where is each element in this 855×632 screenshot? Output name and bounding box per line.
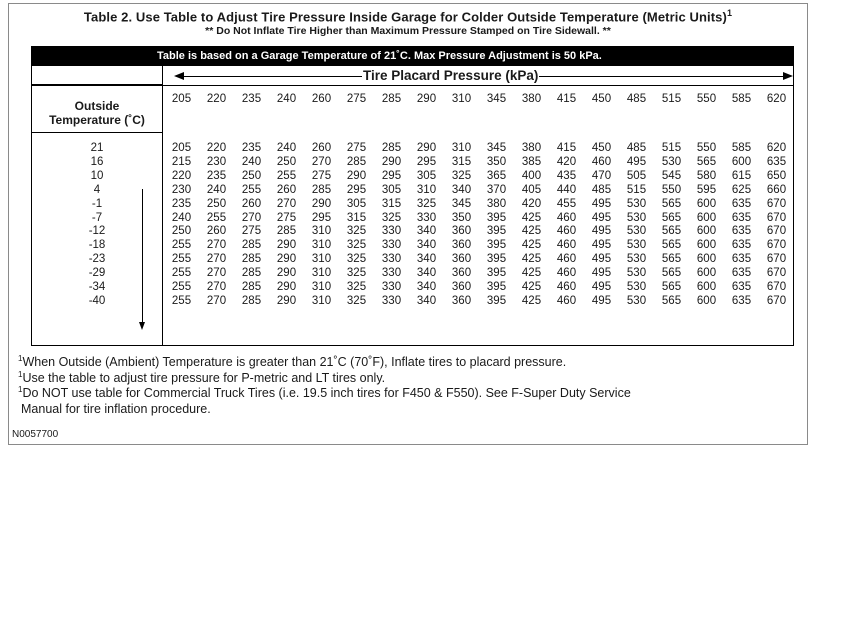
placard-pressure-cell: 275 bbox=[346, 93, 367, 105]
placard-pressure-cell: 260 bbox=[311, 93, 332, 105]
pressure-cell: 270 bbox=[241, 211, 262, 224]
pressure-cell: 530 bbox=[626, 239, 647, 252]
pressure-cell: 285 bbox=[241, 239, 262, 252]
pressure-cell: 350 bbox=[451, 211, 472, 224]
pressure-cell: 460 bbox=[591, 155, 612, 168]
pressure-cell: 250 bbox=[206, 197, 227, 210]
table-row bbox=[164, 267, 794, 280]
pressure-cell: 515 bbox=[661, 142, 682, 154]
pressure-cell: 460 bbox=[556, 281, 577, 293]
pressure-cell: 635 bbox=[731, 211, 752, 224]
pressure-cell: 260 bbox=[311, 142, 332, 154]
pressure-cell: 485 bbox=[626, 142, 647, 154]
pressure-cell: 670 bbox=[766, 253, 787, 266]
pressure-table bbox=[31, 46, 794, 346]
placard-pressure-cell: 415 bbox=[556, 93, 577, 105]
pressure-cell: 330 bbox=[381, 267, 402, 280]
pressure-cell: 370 bbox=[486, 183, 507, 196]
pressure-cell: 565 bbox=[661, 239, 682, 252]
temperature-cell: 4 bbox=[93, 183, 101, 196]
pressure-cell: 460 bbox=[556, 211, 577, 224]
pressure-cell: 285 bbox=[276, 225, 297, 238]
placard-pressure-cell: 620 bbox=[766, 93, 787, 105]
placard-pressure-cell: 290 bbox=[416, 93, 437, 105]
pressure-cell: 435 bbox=[556, 169, 577, 182]
pressure-cell: 250 bbox=[276, 155, 297, 168]
pressure-cell: 600 bbox=[696, 281, 717, 293]
pressure-cell: 670 bbox=[766, 239, 787, 252]
pressure-cell: 240 bbox=[241, 155, 262, 168]
pressure-cell: 360 bbox=[451, 267, 472, 280]
pressure-cell: 425 bbox=[521, 294, 542, 307]
pressure-cell: 255 bbox=[171, 239, 192, 252]
pressure-cell: 345 bbox=[486, 142, 507, 154]
pressure-cell: 495 bbox=[626, 155, 647, 168]
pressure-cell: 530 bbox=[626, 281, 647, 293]
pressure-cell: 275 bbox=[276, 211, 297, 224]
pressure-cell: 565 bbox=[696, 155, 717, 168]
pressure-cell: 495 bbox=[591, 197, 612, 210]
temperature-cell: -34 bbox=[88, 281, 106, 293]
pressure-cell: 325 bbox=[416, 197, 437, 210]
pressure-cell: 270 bbox=[206, 267, 227, 280]
pressure-cell: 635 bbox=[731, 281, 752, 293]
pressure-cell: 255 bbox=[276, 169, 297, 182]
placard-pressure-label: Tire Placard Pressure (kPa) bbox=[363, 68, 539, 83]
pressure-cell: 315 bbox=[451, 155, 472, 168]
pressure-cell: 635 bbox=[731, 294, 752, 307]
table-row bbox=[164, 212, 794, 225]
pressure-cell: 340 bbox=[416, 294, 437, 307]
pressure-cell: 600 bbox=[696, 197, 717, 210]
column-divider bbox=[162, 66, 163, 345]
pressure-cell: 235 bbox=[206, 169, 227, 182]
table-row bbox=[164, 170, 794, 183]
pressure-cell: 340 bbox=[416, 239, 437, 252]
pressure-cell: 350 bbox=[486, 155, 507, 168]
table-title: Table 2. Use Table to Adjust Tire Pressure Inside Garage for Colder Outside Temperature (Metric Units)$^1$ bbox=[83, 8, 733, 25]
pressure-cell: 250 bbox=[171, 225, 192, 238]
pressure-cell: 275 bbox=[241, 225, 262, 238]
pressure-cell: 325 bbox=[346, 239, 367, 252]
arrow-right-icon bbox=[783, 72, 793, 80]
temperature-cell: -29 bbox=[88, 267, 106, 280]
placard-pressure-cell: 550 bbox=[696, 93, 717, 105]
pressure-cell: 565 bbox=[661, 211, 682, 224]
outside-temperature-label: Outside Temperature (˚C) bbox=[49, 99, 145, 127]
table-row bbox=[164, 281, 794, 294]
table-banner: Table is based on a Garage Temperature of 21˚C. Max Pressure Adjustment is 50 kPa. bbox=[32, 47, 793, 66]
pressure-cell: 495 bbox=[591, 253, 612, 266]
placard-pressure-cell: 285 bbox=[381, 93, 402, 105]
pressure-cell: 235 bbox=[241, 142, 262, 154]
pressure-cell: 495 bbox=[591, 281, 612, 293]
placard-pressure-cell: 585 bbox=[731, 93, 752, 105]
pressure-cell: 495 bbox=[591, 267, 612, 280]
pressure-cell: 670 bbox=[766, 197, 787, 210]
footnotes bbox=[18, 355, 798, 417]
arrow-left-icon bbox=[174, 72, 184, 80]
pressure-cell: 290 bbox=[276, 294, 297, 307]
pressure-cell: 325 bbox=[381, 211, 402, 224]
pressure-cell: 360 bbox=[451, 294, 472, 307]
pressure-cell: 395 bbox=[486, 253, 507, 266]
pressure-cell: 270 bbox=[276, 197, 297, 210]
pressure-cell: 485 bbox=[591, 183, 612, 196]
pressure-cell: 310 bbox=[311, 267, 332, 280]
pressure-cell: 290 bbox=[276, 281, 297, 293]
placard-pressure-cell: 450 bbox=[591, 93, 612, 105]
pressure-cell: 295 bbox=[346, 183, 367, 196]
pressure-cell: 635 bbox=[731, 225, 752, 238]
pressure-cell: 530 bbox=[626, 253, 647, 266]
pressure-cell: 530 bbox=[661, 155, 682, 168]
pressure-cell: 360 bbox=[451, 253, 472, 266]
pressure-cell: 600 bbox=[696, 267, 717, 280]
pressure-cell: 460 bbox=[556, 225, 577, 238]
pressure-cell: 545 bbox=[661, 169, 682, 182]
placard-pressure-cell: 345 bbox=[486, 93, 507, 105]
header-divider bbox=[32, 85, 793, 86]
pressure-cell: 345 bbox=[451, 197, 472, 210]
pressure-cell: 270 bbox=[206, 239, 227, 252]
pressure-cell: 240 bbox=[171, 211, 192, 224]
pressure-cell: 290 bbox=[276, 239, 297, 252]
pressure-cell: 260 bbox=[206, 225, 227, 238]
pressure-cell: 270 bbox=[206, 281, 227, 293]
temperature-cell: -40 bbox=[88, 294, 106, 307]
pressure-cell: 285 bbox=[346, 155, 367, 168]
pressure-cell: 395 bbox=[486, 267, 507, 280]
pressure-cell: 455 bbox=[556, 197, 577, 210]
pressure-cell: 290 bbox=[276, 267, 297, 280]
pressure-cell: 340 bbox=[451, 183, 472, 196]
footnote: $^1$When Outside (Ambient) Temperature is greater than 21˚C (70˚F), Inflate tires to placard pressure. bbox=[18, 354, 567, 369]
pressure-cell: 330 bbox=[381, 253, 402, 266]
pressure-cell: 380 bbox=[486, 197, 507, 210]
pressure-cell: 425 bbox=[521, 267, 542, 280]
pressure-cell: 395 bbox=[486, 281, 507, 293]
pressure-cell: 250 bbox=[241, 169, 262, 182]
pressure-cell: 460 bbox=[556, 267, 577, 280]
pressure-cell: 310 bbox=[311, 239, 332, 252]
pressure-cell: 395 bbox=[486, 239, 507, 252]
pressure-cell: 310 bbox=[311, 253, 332, 266]
pressure-cell: 220 bbox=[206, 142, 227, 154]
pressure-cell: 395 bbox=[486, 225, 507, 238]
pressure-cell: 310 bbox=[451, 142, 472, 154]
pressure-cell: 515 bbox=[626, 183, 647, 196]
pressure-cell: 660 bbox=[766, 183, 787, 196]
pressure-cell: 330 bbox=[381, 225, 402, 238]
pressure-cell: 415 bbox=[556, 142, 577, 154]
pressure-cell: 600 bbox=[696, 253, 717, 266]
pressure-cell: 270 bbox=[311, 155, 332, 168]
pressure-cell: 330 bbox=[381, 281, 402, 293]
table-subtitle: ** Do Not Inflate Tire Higher than Maximum Pressure Stamped on Tire Sidewall. ** bbox=[205, 25, 611, 37]
pressure-cell: 600 bbox=[696, 239, 717, 252]
pressure-cell: 330 bbox=[381, 239, 402, 252]
pressure-cell: 305 bbox=[346, 197, 367, 210]
arrow-down-icon bbox=[139, 322, 145, 330]
pressure-cell: 625 bbox=[731, 183, 752, 196]
temperature-cell: -18 bbox=[88, 239, 106, 252]
pressure-cell: 255 bbox=[241, 183, 262, 196]
pressure-cell: 580 bbox=[696, 169, 717, 182]
table-row bbox=[164, 253, 794, 266]
pressure-cell: 635 bbox=[731, 197, 752, 210]
temperature-cell: -12 bbox=[88, 225, 106, 238]
pressure-cell: 255 bbox=[171, 294, 192, 307]
table-row bbox=[164, 156, 794, 169]
footnote-continuation: Manual for tire inflation procedure. bbox=[21, 401, 211, 416]
pressure-cell: 565 bbox=[661, 294, 682, 307]
pressure-cell: 600 bbox=[696, 294, 717, 307]
pressure-cell: 565 bbox=[661, 281, 682, 293]
temperature-cell: 21 bbox=[90, 142, 104, 154]
pressure-cell: 425 bbox=[521, 239, 542, 252]
pressure-cell: 310 bbox=[311, 294, 332, 307]
pressure-cell: 565 bbox=[661, 197, 682, 210]
pressure-cell: 270 bbox=[206, 253, 227, 266]
pressure-cell: 365 bbox=[486, 169, 507, 182]
header-corner-cell bbox=[32, 66, 162, 85]
temperature-header-divider bbox=[32, 132, 162, 133]
pressure-cell: 290 bbox=[381, 155, 402, 168]
placard-pressure-cell: 235 bbox=[241, 93, 262, 105]
pressure-cell: 380 bbox=[521, 142, 542, 154]
pressure-cell: 620 bbox=[766, 142, 787, 154]
pressure-cell: 220 bbox=[171, 169, 192, 182]
pressure-cell: 295 bbox=[311, 211, 332, 224]
pressure-cell: 495 bbox=[591, 294, 612, 307]
placard-pressure-row bbox=[164, 93, 794, 106]
pressure-cell: 670 bbox=[766, 267, 787, 280]
pressure-cell: 460 bbox=[556, 253, 577, 266]
pressure-cell: 585 bbox=[731, 142, 752, 154]
pressure-cell: 315 bbox=[381, 197, 402, 210]
pressure-cell: 325 bbox=[346, 253, 367, 266]
pressure-cell: 205 bbox=[171, 142, 192, 154]
pressure-cell: 670 bbox=[766, 211, 787, 224]
placard-pressure-cell: 380 bbox=[521, 93, 542, 105]
pressure-cell: 495 bbox=[591, 239, 612, 252]
pressure-cell: 600 bbox=[731, 155, 752, 168]
pressure-cell: 405 bbox=[521, 183, 542, 196]
pressure-cell: 255 bbox=[171, 267, 192, 280]
pressure-cell: 635 bbox=[766, 155, 787, 168]
pressure-cell: 505 bbox=[626, 169, 647, 182]
pressure-cell: 255 bbox=[171, 281, 192, 293]
pressure-cell: 215 bbox=[171, 155, 192, 168]
pressure-cell: 305 bbox=[381, 183, 402, 196]
pressure-cell: 310 bbox=[416, 183, 437, 196]
placard-pressure-cell: 205 bbox=[171, 93, 192, 105]
pressure-cell: 295 bbox=[381, 169, 402, 182]
pressure-cell: 400 bbox=[521, 169, 542, 182]
pressure-cell: 340 bbox=[416, 267, 437, 280]
pressure-cell: 340 bbox=[416, 225, 437, 238]
figure-code: N0057700 bbox=[12, 429, 59, 440]
placard-pressure-cell: 310 bbox=[451, 93, 472, 105]
pressure-cell: 420 bbox=[556, 155, 577, 168]
pressure-cell: 550 bbox=[696, 142, 717, 154]
pressure-cell: 635 bbox=[731, 267, 752, 280]
pressure-cell: 255 bbox=[206, 211, 227, 224]
pressure-cell: 595 bbox=[696, 183, 717, 196]
pressure-cell: 235 bbox=[171, 197, 192, 210]
pressure-cell: 330 bbox=[381, 294, 402, 307]
temperature-cell: -7 bbox=[91, 211, 103, 224]
pressure-cell: 395 bbox=[486, 294, 507, 307]
pressure-cell: 670 bbox=[766, 294, 787, 307]
table-row bbox=[164, 225, 794, 238]
pressure-cell: 425 bbox=[521, 253, 542, 266]
temperature-cell: 16 bbox=[90, 155, 104, 168]
pressure-cell: 395 bbox=[486, 211, 507, 224]
pressure-cell: 565 bbox=[661, 267, 682, 280]
pressure-cell: 495 bbox=[591, 211, 612, 224]
pressure-cell: 440 bbox=[556, 183, 577, 196]
table-row bbox=[164, 295, 794, 308]
pressure-cell: 285 bbox=[241, 267, 262, 280]
pressure-cell: 325 bbox=[346, 225, 367, 238]
pressure-cell: 530 bbox=[626, 211, 647, 224]
pressure-cell: 565 bbox=[661, 253, 682, 266]
pressure-cell: 565 bbox=[661, 225, 682, 238]
pressure-cell: 285 bbox=[241, 253, 262, 266]
pressure-cell: 425 bbox=[521, 281, 542, 293]
pressure-cell: 290 bbox=[311, 197, 332, 210]
pressure-cell: 460 bbox=[556, 294, 577, 307]
pressure-cell: 670 bbox=[766, 281, 787, 293]
pressure-cell: 650 bbox=[766, 169, 787, 182]
temperature-cell: 10 bbox=[90, 169, 104, 182]
pressure-cell: 260 bbox=[276, 183, 297, 196]
placard-pressure-cell: 220 bbox=[206, 93, 227, 105]
table-row bbox=[164, 184, 794, 197]
pressure-cell: 310 bbox=[311, 225, 332, 238]
pressure-cell: 305 bbox=[416, 169, 437, 182]
pressure-cell: 230 bbox=[206, 155, 227, 168]
pressure-cell: 360 bbox=[451, 225, 472, 238]
table-row bbox=[164, 239, 794, 252]
pressure-cell: 600 bbox=[696, 225, 717, 238]
pressure-cell: 325 bbox=[346, 294, 367, 307]
pressure-cell: 330 bbox=[416, 211, 437, 224]
table-row bbox=[164, 142, 794, 155]
figure-frame bbox=[8, 3, 808, 445]
pressure-cell: 255 bbox=[171, 253, 192, 266]
placard-pressure-cell: 240 bbox=[276, 93, 297, 105]
pressure-cell: 290 bbox=[346, 169, 367, 182]
placard-pressure-cell: 515 bbox=[661, 93, 682, 105]
pressure-cell: 290 bbox=[416, 142, 437, 154]
pressure-cell: 530 bbox=[626, 225, 647, 238]
temperature-cell: -23 bbox=[88, 253, 106, 266]
pressure-cell: 495 bbox=[591, 225, 612, 238]
pressure-cell: 295 bbox=[416, 155, 437, 168]
pressure-cell: 340 bbox=[416, 253, 437, 266]
pressure-cell: 290 bbox=[276, 253, 297, 266]
pressure-cell: 285 bbox=[241, 294, 262, 307]
pressure-cell: 600 bbox=[696, 211, 717, 224]
pressure-cell: 530 bbox=[626, 267, 647, 280]
pressure-cell: 530 bbox=[626, 294, 647, 307]
pressure-cell: 635 bbox=[731, 253, 752, 266]
pressure-cell: 340 bbox=[416, 281, 437, 293]
pressure-cell: 425 bbox=[521, 211, 542, 224]
pressure-cell: 670 bbox=[766, 225, 787, 238]
pressure-cell: 275 bbox=[346, 142, 367, 154]
pressure-cell: 285 bbox=[241, 281, 262, 293]
pressure-cell: 450 bbox=[591, 142, 612, 154]
placard-pressure-cell: 485 bbox=[626, 93, 647, 105]
pressure-cell: 530 bbox=[626, 197, 647, 210]
pressure-cell: 230 bbox=[171, 183, 192, 196]
pressure-cell: 460 bbox=[556, 239, 577, 252]
pressure-cell: 270 bbox=[206, 294, 227, 307]
pressure-cell: 615 bbox=[731, 169, 752, 182]
pressure-cell: 550 bbox=[661, 183, 682, 196]
pressure-cell: 325 bbox=[346, 281, 367, 293]
footnote: $^1$Do NOT use table for Commercial Truck Tires (i.e. 19.5 inch tires for F450 & F550). See F-Super Duty Service bbox=[18, 385, 631, 400]
pressure-cell: 470 bbox=[591, 169, 612, 182]
pressure-cell: 285 bbox=[311, 183, 332, 196]
footnote: $^1$Use the table to adjust tire pressure for P-metric and LT tires only. bbox=[18, 369, 386, 385]
pressure-cell: 285 bbox=[381, 142, 402, 154]
pressure-cell: 325 bbox=[451, 169, 472, 182]
pressure-cell: 240 bbox=[206, 183, 227, 196]
pressure-cell: 315 bbox=[346, 211, 367, 224]
pressure-cell: 360 bbox=[451, 281, 472, 293]
temperature-cell: -1 bbox=[91, 197, 103, 210]
pressure-cell: 275 bbox=[311, 169, 332, 182]
pressure-cell: 260 bbox=[241, 197, 262, 210]
pressure-cell: 425 bbox=[521, 225, 542, 238]
pressure-cell: 385 bbox=[521, 155, 542, 168]
pressure-cell: 310 bbox=[311, 281, 332, 293]
pressure-cell: 420 bbox=[521, 197, 542, 210]
pressure-cell: 325 bbox=[346, 267, 367, 280]
pressure-cell: 635 bbox=[731, 239, 752, 252]
pressure-cell: 240 bbox=[276, 142, 297, 154]
pressure-cell: 360 bbox=[451, 239, 472, 252]
table-row bbox=[164, 198, 794, 211]
